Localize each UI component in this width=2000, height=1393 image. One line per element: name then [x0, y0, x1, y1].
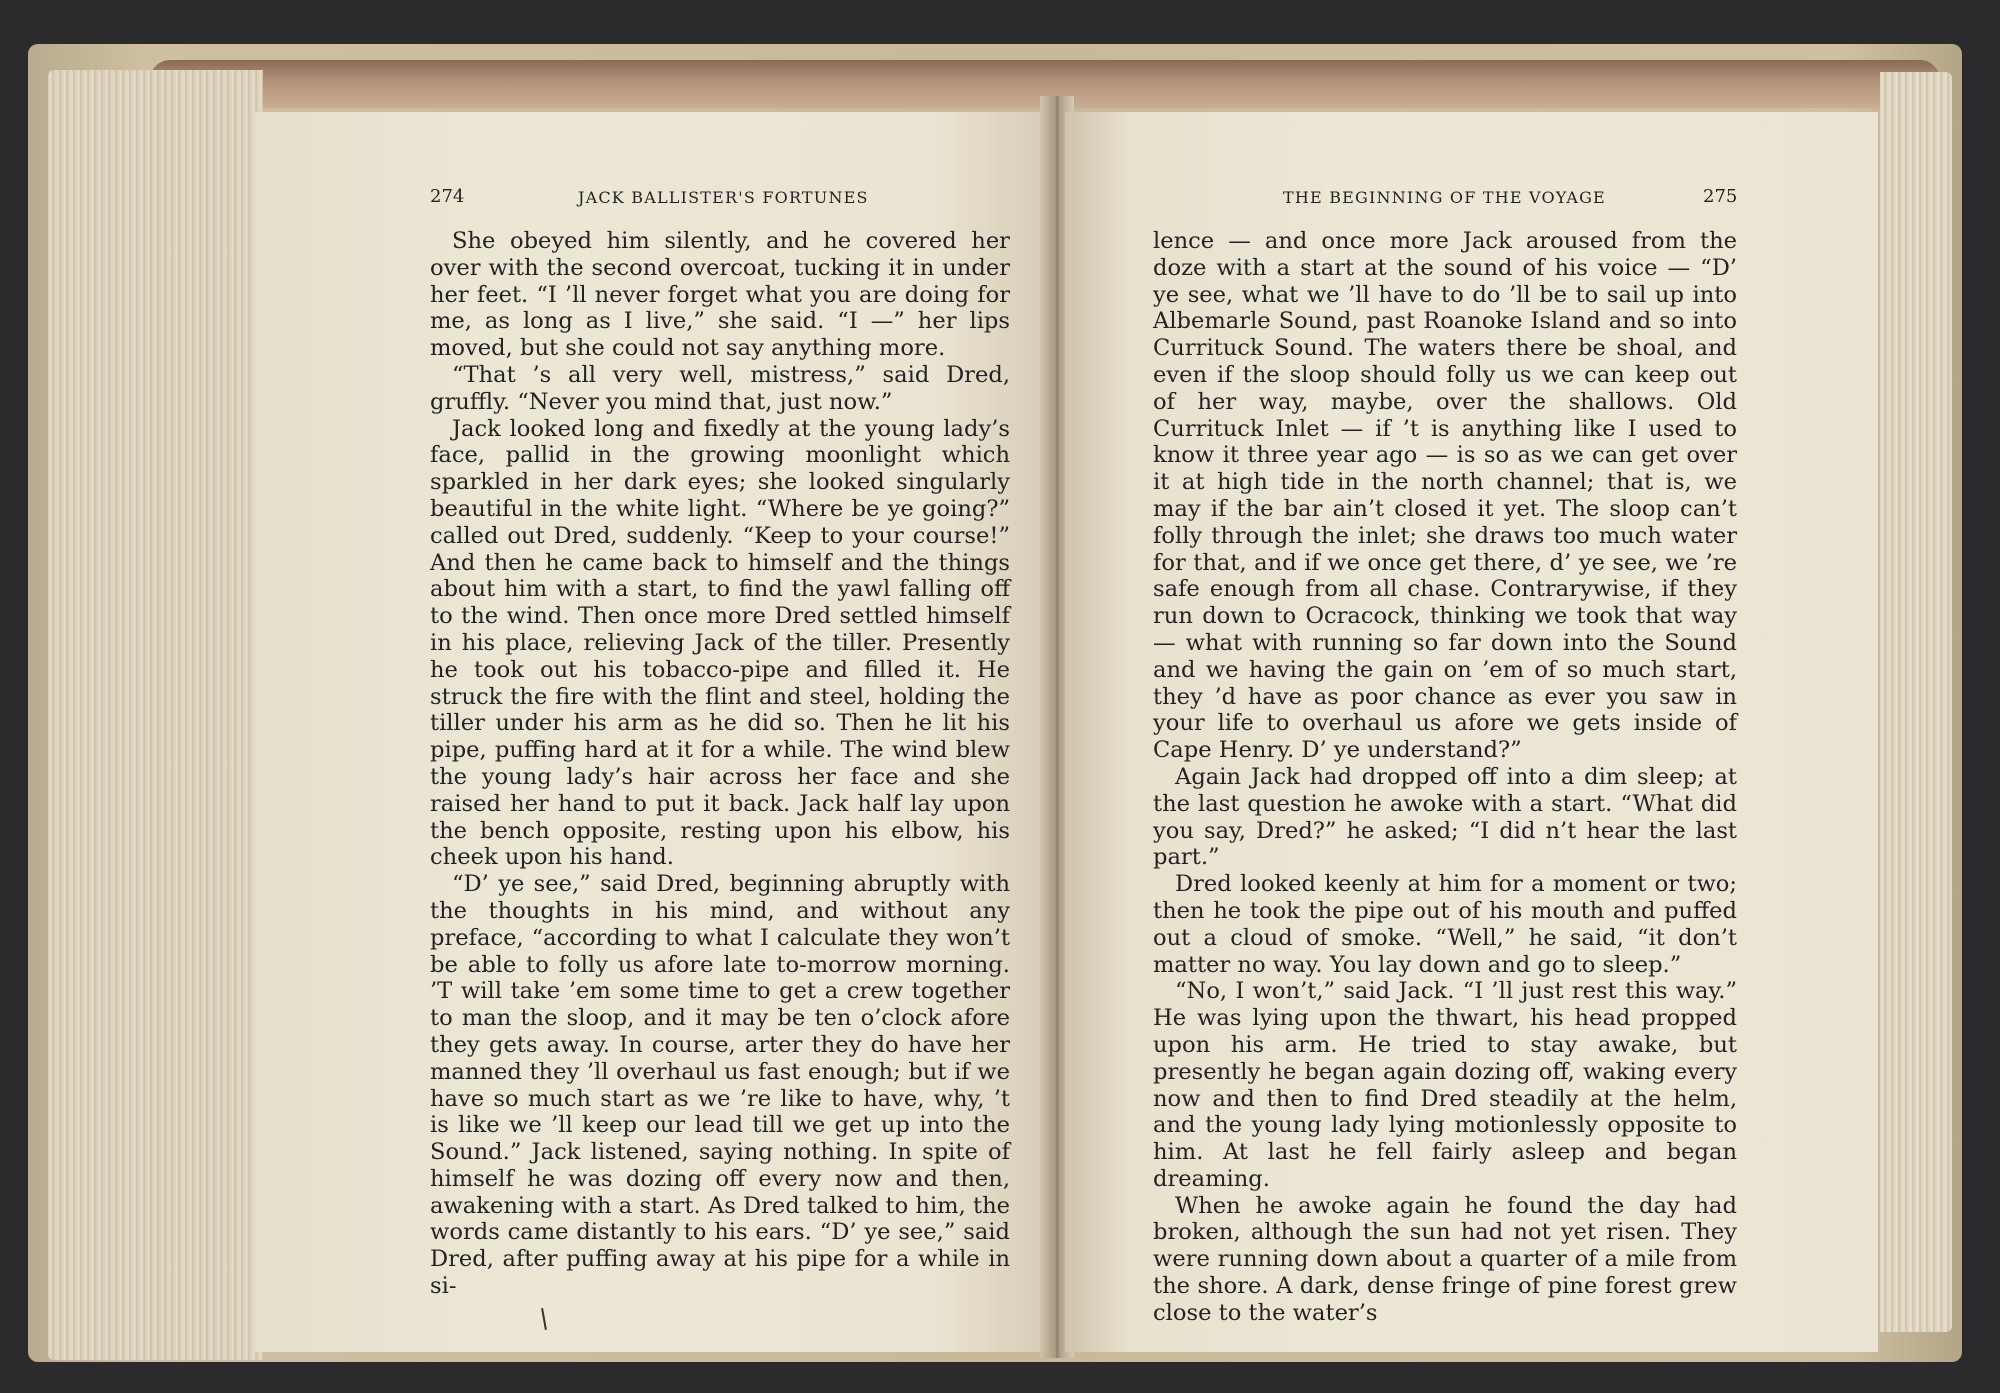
paragraph: lence — and once more Jack aroused from the doze with a start at the sound of his voice — “D’ ye see, what we ’ll have to do ’ll be to sail up into Albemarle Sound, past Roanoke Island and so into Currituck Sound. The waters there be shoal, and even if the sloop should folly us we can keep out of her way, maybe, over the shallows. Old Currituck Inlet — if ’t is anything like I used to know it three year ago — is so as we can get over it at high tide in the north channel; that is, we may if the bar ain’t closed it yet. The sloop can’t folly through the inlet; she draws too much water for that, and if we once get there, d’ ye see, we ’re safe enough from all chase. Contrarywise, if they run down to Ocracock, thinking we took that way — what with running so far down into the Sound and we having the gain on ’em of so much start, they ’d have as poor chance as ever you saw in your life to overhaul us afore we gets inside of Cape Henry. D’ ye understand?” [1153, 228, 1737, 764]
left-page-number: 274 [430, 186, 465, 207]
right-page-edges [1880, 72, 1952, 1332]
paragraph: When he awoke again he found the day had broken, although the sun had not yet risen. They were running down about a quarter of a mile from the shore. A dark, dense fringe of pine forest grew close to the water’s [1153, 1192, 1737, 1326]
pencil-mark [541, 1308, 547, 1330]
paragraph: “No, I won’t,” said Jack. “I ’ll just rest this way.” He was lying upon the thwart, his head propped upon his arm. He tried to stay awake, but presently he began again dozing off, waking every now and then to find Dred steadily at the helm, and the young lady lying motionlessly opposite to him. At last he fell fairly asleep and began dreaming. [1153, 978, 1737, 1192]
left-page-edges [48, 70, 263, 1360]
paragraph: “D’ ye see,” said Dred, beginning abruptly with the thoughts in his mind, and without any preface, “according to what I calculate they won’t be able to folly us afore late to-morrow morning. ’T will take ’em some time to get a crew together to man the sloop, and it may be ten o’clock afore they gets away. In course, arter they do have her manned they ’ll overhaul us fast enough; but if we have so much start as we ’re like to have, why, ’t is like we ’ll keep our lead till we get up into the Sound.” Jack listened, saying nothing. In spite of himself he was dozing off every now and then, awakening with a start. As Dred talked to him, the words came distantly to his ears. “D’ ye see,” said Dred, after puffing away at his pipe for a while in si- [430, 871, 1010, 1300]
paragraph: “That ’s all very well, mistress,” said Dred, gruffly. “Never you mind that, just now.” [430, 361, 1010, 415]
right-page-number: 275 [1703, 186, 1738, 207]
paragraph: Dred looked keenly at him for a moment or two; then he took the pipe out of his mouth and puffed out a cloud of smoke. “Well,” he said, “it don’t matter no way. You lay down and go to sleep.” [1153, 871, 1737, 978]
paragraph: She obeyed him silently, and he covered her over with the second overcoat, tucking it in under her feet. “I ’ll never forget what you are doing for me, as long as I live,” she said. “I —” her lips moved, but she could not say anything more. [430, 228, 1010, 362]
left-running-head: JACK BALLISTER'S FORTUNES [578, 188, 869, 207]
right-running-head: THE BEGINNING OF THE VOYAGE [1283, 188, 1606, 207]
right-page-text [1153, 228, 1737, 1327]
right-page [1065, 112, 1878, 1352]
paragraph: Jack looked long and fixedly at the young lady’s face, pallid in the growing moonlight which sparkled in her dark eyes; she looked singularly beautiful in the white light. “Where be ye going?” called out Dred, suddenly. “Keep to your course!” And then he came back to himself and the things about him with a start, to find the yawl falling off to the wind. Then once more Dred settled himself in his place, relieving Jack of the tiller. Presently he took out his tobacco-pipe and filled it. He struck the fire with the flint and steel, holding the tiller under his arm as he did so. Then he lit his pipe, puffing hard at it for a while. The wind blew the young lady’s hair across her face and she raised her hand to put it back. Jack half lay upon the bench opposite, resting upon his elbow, his cheek upon his hand. [430, 415, 1010, 871]
paragraph: Again Jack had dropped off into a dim sleep; at the last question he awoke with a start. “What did you say, Dred?” he asked; “I did n’t hear the last part.” [1153, 763, 1737, 871]
left-page [255, 112, 1051, 1352]
left-page-text [430, 228, 1010, 1300]
